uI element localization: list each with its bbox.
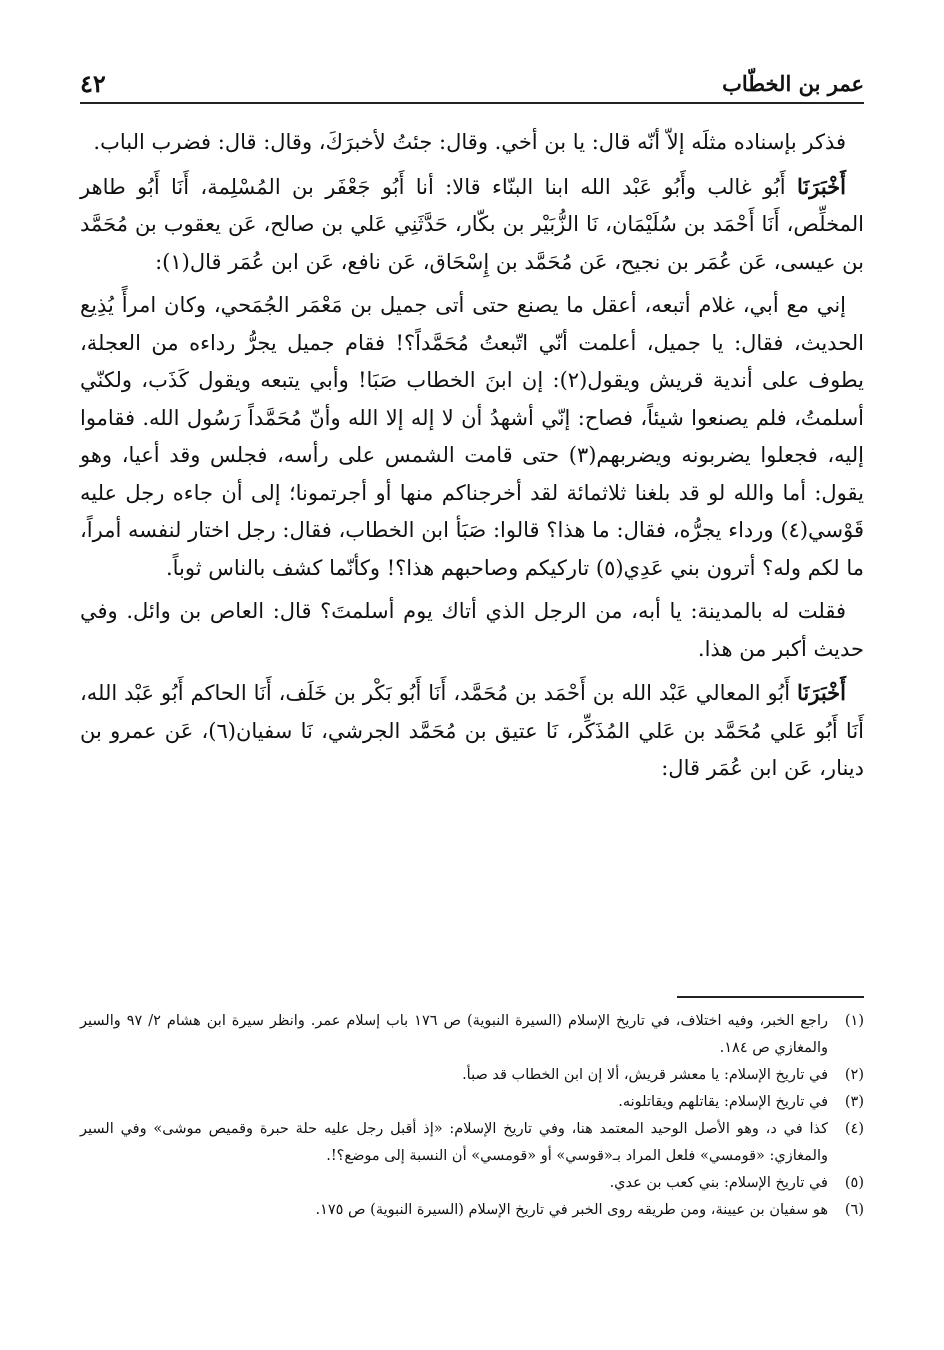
footnote-text: في تاريخ الإسلام: يقاتلهم ويقاتلونه. (618, 1094, 828, 1110)
footnote-number: (١) (844, 1013, 864, 1029)
footnote-number: (٤) (844, 1121, 864, 1137)
footnote-text: راجع الخبر، وفيه اختلاف، في تاريخ الإسلام (السيرة النبوية) ص ١٧٦ باب إسلام عمر. وانظر سيرة ابن هشام ٢/ ٩٧ والسير والمغازي ص ١٨٤. (80, 1013, 828, 1056)
footnotes (80, 1008, 864, 1224)
footnote (80, 1116, 864, 1170)
footnote (80, 1062, 864, 1089)
footnote-text: في تاريخ الإسلام: بني كعب بن عدي. (609, 1175, 828, 1191)
paragraph-5-text: أَبُو المعالي عَبْد الله بن أَحْمَد بن مُحَمَّد، أَنَا أَبُو بَكْر بن خَلَف، أَنَا الحاكم أَبُو عَبْد الله، أَنَا أَبُو عَلي مُحَمَّد بن عَلي المُذَكِّر، نَا عتيق بن مُحَمَّد الجرشي، نَا سفيان(٦)، عَن عمرو بن دينار، عَن ابن عُمَر قال: (80, 681, 864, 780)
footnote-number: (٢) (844, 1067, 864, 1083)
paragraph-5 (80, 674, 864, 788)
footnote-text: كذا في د، وهو الأصل الوحيد المعتمد هنا، وفي تاريخ الإسلام: «إذ أقبل رجل عليه حلة حبرة وقميص موشى» وفي السير والمغازي: «قومسي» فلعل المراد بـ«قوسي» أو «قومسي» أن النسبة إلى موضع؟!. (80, 1121, 828, 1164)
paragraph-2-text: أَبُو غالب وأَبُو عَبْد الله ابنا البنّاء قالا: أنا أَبُو جَعْفَر بن المُسْلِمة، أَنَا أَبُو طاهر المخلِّص، أَنَا أَحْمَد بن سُلَيْمَان، نَا الزُّبَيْر بن بكّار، حَدَّثَنِي عَلي بن صالح، عَن يعقوب بن مُحَمَّد بن عيسى، عَن عُمَر بن نجيح، عَن مُحَمَّد بن إِسْحَاق، عَن نافع، عَن ابن عُمَر قال(١): (80, 174, 864, 274)
paragraph-4: فقلت له بالمدينة: يا أبه، من الرجل الذي أتاك يوم أسلمتَ؟ قال: العاص بن وائل. وفي حديث أكبر من هذا. (80, 599, 864, 661)
paragraph-2 (80, 168, 864, 282)
narration-lead: أَخْبَرَنَا (797, 680, 846, 705)
footnote-text: في تاريخ الإسلام: يا معشر قريش، ألا إن ابن الخطاب قد صبأ. (462, 1067, 828, 1083)
footnote (80, 1089, 864, 1116)
footnote-number: (٦) (844, 1202, 864, 1218)
footnote (80, 1008, 864, 1062)
footnote-number: (٥) (844, 1175, 864, 1191)
footnote-separator (677, 996, 864, 998)
footnote-text: هو سفيان بن عيينة، ومن طريقه روى الخبر في تاريخ الإسلام (السيرة النبوية) ص ١٧٥. (315, 1202, 828, 1218)
footnote (80, 1197, 864, 1224)
page-number: ٤٢ (80, 69, 106, 98)
narration-lead: أَخْبَرَنَا (797, 173, 846, 199)
paragraph-3: إني مع أبي، غلام أتبعه، أعقل ما يصنع حتى أتى جميل بن مَعْمَر الجُمَحي، وكان امرأً يُذِيع الحديث، فقال: يا جميل، أعلمت أنّي اتّبعتُ مُحَمَّداً؟! فقام جميل يجرُّ رداءه من العجلة، يطوف على أندية قريش ويقول(٢): إن ابنَ الخطاب صَبَا! وأبي يتبعه ويقول كَذَب، ولكنّي أسلمتُ، فلم يصنعوا شيئاً، فصاح: إنّي أشهدُ أن لا إله إلا الله وأنّ مُحَمَّداً رَسُول الله. فقاموا إليه، فجعلوا يضربونه ويضربهم(٣) حتى قامت الشمس على رأسه، فجلس وقد أعيا، وهو يقول: أما والله لو قد بلغنا ثلاثمائة لقد أخرجناكم منها أو أجرتمونا؛ إلى أن جاءه رجل عليه قَوْسي(٤) ورداء يجرُّه، فقال: ما هذا؟ قالوا: صَبَأ ابن الخطاب، فقال: رجل اختار لنفسه أمراً، ما لكم وله؟ أترون بني عَدِي(٥) تاركيكم وصاحبهم هذا؟! وكأنّما كشف بالناس ثوباً. (80, 293, 864, 580)
footnote-number: (٣) (844, 1094, 864, 1110)
paragraph-1: فذكر بإسناده مثلَه إلاّ أنّه قال: يا بن أخي. وقال: جئتُ لأخبرَكَ، وقال: قال: فضرب الباب. (93, 130, 846, 154)
footnote (80, 1170, 864, 1197)
page-header (80, 62, 864, 104)
main-text (80, 124, 864, 794)
running-title: عمر بن الخطّاب (722, 71, 864, 96)
